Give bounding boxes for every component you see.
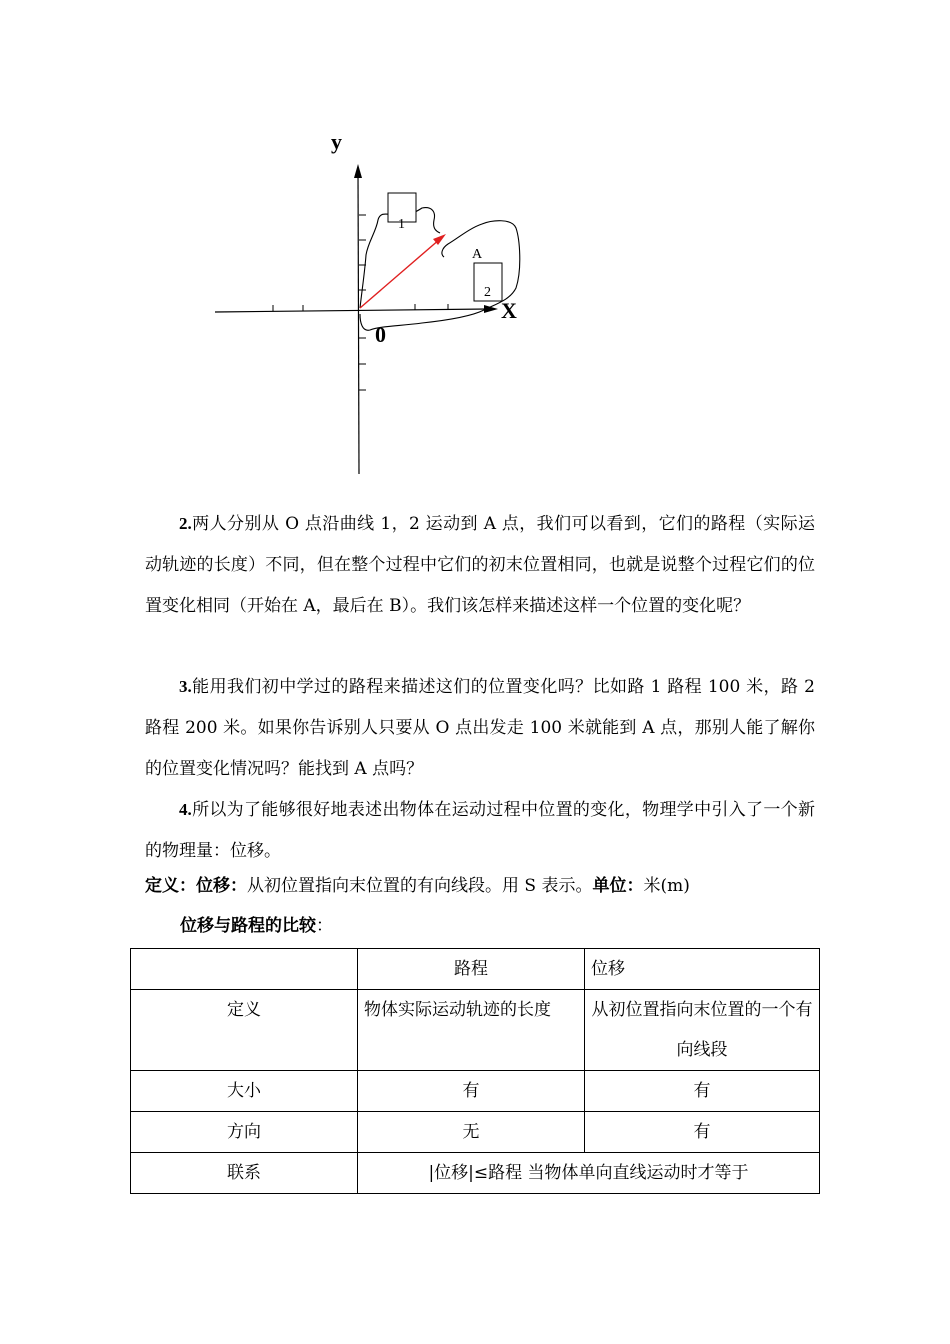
x-axis xyxy=(215,309,488,312)
row-displacement-value: 有 xyxy=(585,1112,820,1153)
row-path-value: 物体实际运动轨迹的长度 xyxy=(358,990,585,1071)
y-axis xyxy=(358,172,359,474)
header-cell-displacement: 位移 xyxy=(585,949,820,990)
comparison-title xyxy=(180,908,333,944)
coordinate-diagram xyxy=(200,120,540,490)
relation-value: |位移|≤路程 当物体单向直线运动时才等于 xyxy=(358,1153,820,1194)
y-axis-arrow xyxy=(354,164,362,178)
row-displacement-value: 有 xyxy=(585,1071,820,1112)
displacement-vector xyxy=(360,239,440,308)
definition-label: 定义：位移： xyxy=(145,876,247,896)
point-a-label: A xyxy=(472,247,483,262)
comparison-title-text: 位移与路程的比较 xyxy=(180,916,316,936)
origin-label: 0 xyxy=(375,322,386,347)
row-label: 大小 xyxy=(131,1071,358,1112)
paragraph-2-number: 2. xyxy=(179,514,192,533)
definition-text: 从初位置指向末位置的有向线段。用 S 表示。 xyxy=(247,876,593,896)
curve-2-label: 2 xyxy=(484,285,491,300)
paragraph-4-text: 所以为了能够很好地表述出物体在运动过程中位置的变化，物理学中引入了一个新的物理量：位移。 xyxy=(145,800,815,861)
table-row xyxy=(131,1112,820,1153)
table-row xyxy=(131,1071,820,1112)
table-row xyxy=(131,1153,820,1194)
y-ticks xyxy=(359,215,366,390)
definition-line xyxy=(145,868,690,904)
header-cell-path: 路程 xyxy=(358,949,585,990)
y-axis-label: y xyxy=(331,129,342,154)
x-axis-label: X xyxy=(501,298,517,323)
paragraph-2 xyxy=(145,503,815,627)
comparison-table xyxy=(130,948,820,1194)
paragraph-3-text: 能用我们初中学过的路程来描述这们的位置变化吗？比如路 1 路程 100 米，路 2 路程 200 米。如果你告诉别人只要从 O 点出发走 100 米就能到 A 点，那别人能了解你的位置变化情况吗？能找到 A 点吗？ xyxy=(145,677,815,779)
paragraph-4-number: 4. xyxy=(179,800,192,819)
row-label: 方向 xyxy=(131,1112,358,1153)
paragraph-4 xyxy=(145,789,815,872)
relation-label: 联系 xyxy=(131,1153,358,1194)
table-row xyxy=(131,990,820,1071)
paragraph-3-number: 3. xyxy=(179,677,192,696)
unit-label: 单位： xyxy=(592,876,644,896)
header-cell-empty xyxy=(131,949,358,990)
row-displacement-value: 从初位置指向末位置的一个有向线段 xyxy=(585,990,820,1071)
table-header-row xyxy=(131,949,820,990)
paragraph-2-text: 两人分别从 O 点沿曲线 1，2 运动到 A 点，我们可以看到，它们的路程（实际运动轨迹的长度）不同，但在整个过程中它们的初末位置相同，也就是说整个过程它们的位置变化相同（开始在 A，最后在 B）。我们该怎样来描述这样一个位置的变化呢？ xyxy=(145,514,815,616)
unit-value: 米(m) xyxy=(643,876,690,896)
row-label: 定义 xyxy=(131,990,358,1071)
curve-1-label: 1 xyxy=(398,217,405,232)
row-path-value: 有 xyxy=(358,1071,585,1112)
row-path-value: 无 xyxy=(358,1112,585,1153)
comparison-title-colon: ： xyxy=(316,916,333,936)
paragraph-3 xyxy=(145,666,815,790)
